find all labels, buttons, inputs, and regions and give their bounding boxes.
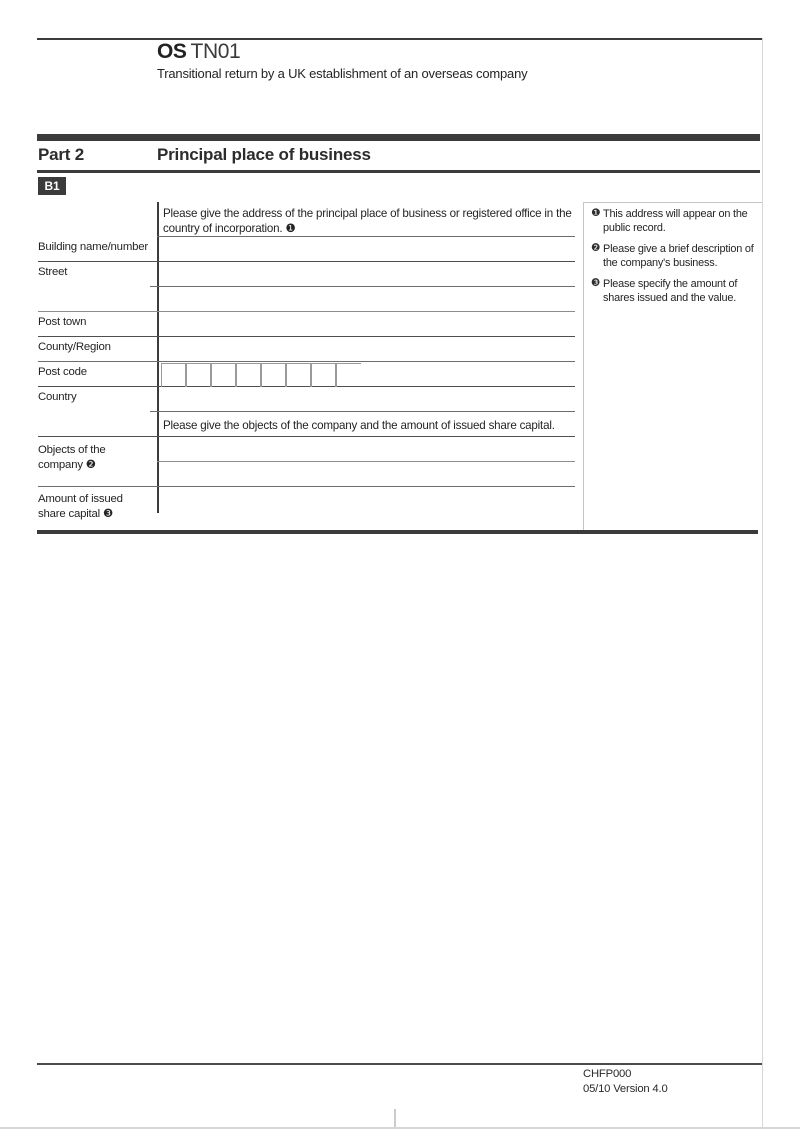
note-3	[591, 277, 757, 305]
post-code-label: Post code	[38, 366, 87, 378]
note-2-number-icon: ❷	[591, 242, 601, 254]
postcode-box-3[interactable]	[211, 363, 236, 387]
postcode-box-2[interactable]	[186, 363, 211, 387]
amount-share-capital-input[interactable]	[159, 488, 575, 514]
footer-version: 05/10 Version 4.0	[583, 1082, 668, 1095]
country-label: Country	[38, 391, 77, 403]
address-instruction: Please give the address of the principal place of business or registered office in the country of incorporation. ❶	[163, 207, 572, 236]
notes-sidebar	[583, 202, 762, 532]
county-region-label: County/Region	[38, 341, 111, 353]
objects-instruction: Please give the objects of the company and the amount of issued share capital.	[163, 419, 555, 432]
note-3-number-icon: ❸	[591, 277, 601, 289]
form-subtitle: Transitional return by a UK establishment of an overseas company	[157, 66, 528, 81]
footer-rule	[37, 1063, 763, 1065]
postcode-box-4[interactable]	[236, 363, 261, 387]
objects-label: Objects of the company ❷	[38, 444, 106, 471]
objects-input-line2[interactable]	[159, 463, 575, 486]
postcode-box-8[interactable]	[336, 363, 361, 387]
part2-label: Part 2	[38, 145, 85, 164]
part2-bar	[37, 134, 760, 141]
header-top-rule	[37, 38, 763, 40]
postcode-box-5[interactable]	[261, 363, 286, 387]
part2-underline	[37, 170, 760, 173]
form-code	[157, 40, 240, 64]
note-1-text: This address will appear on the public record.	[603, 208, 748, 235]
note-1-number-icon: ❶	[591, 207, 601, 219]
form-code-os: OS	[157, 40, 187, 63]
note-2-text: Please give a brief description of the company's business.	[603, 243, 754, 270]
post-town-label: Post town	[38, 316, 87, 328]
form-code-number: TN01	[190, 40, 241, 63]
note-3-text: Please specify the amount of shares issued and the value.	[603, 278, 738, 305]
note-2	[591, 242, 757, 270]
rule-country-bottom	[150, 411, 575, 412]
postcode-box-1[interactable]	[161, 363, 186, 387]
page-center-mark	[394, 1109, 396, 1127]
amount-share-capital-label: Amount of issued share capital ❸	[38, 493, 123, 520]
postcode-box-7[interactable]	[311, 363, 336, 387]
page-bottom-edge	[0, 1127, 800, 1129]
country-input[interactable]	[159, 388, 575, 411]
street-input-line1[interactable]	[159, 263, 575, 286]
post-town-input[interactable]	[159, 313, 575, 336]
building-name-input[interactable]	[159, 238, 575, 261]
county-region-input[interactable]	[159, 338, 575, 361]
street-input-line2[interactable]	[159, 288, 575, 311]
objects-input-line1[interactable]	[159, 438, 575, 461]
footer-text	[583, 1067, 668, 1096]
street-label: Street	[38, 266, 68, 278]
note-1	[591, 207, 757, 235]
section-badge-b1: B1	[38, 177, 66, 195]
part2-title: Principal place of business	[157, 145, 371, 164]
postcode-box-6[interactable]	[286, 363, 311, 387]
building-name-label: Building name/number	[38, 241, 148, 253]
footer-form-code: CHFP000	[583, 1068, 632, 1080]
page-right-border	[762, 38, 763, 1128]
section-bottom-rule	[37, 530, 758, 534]
